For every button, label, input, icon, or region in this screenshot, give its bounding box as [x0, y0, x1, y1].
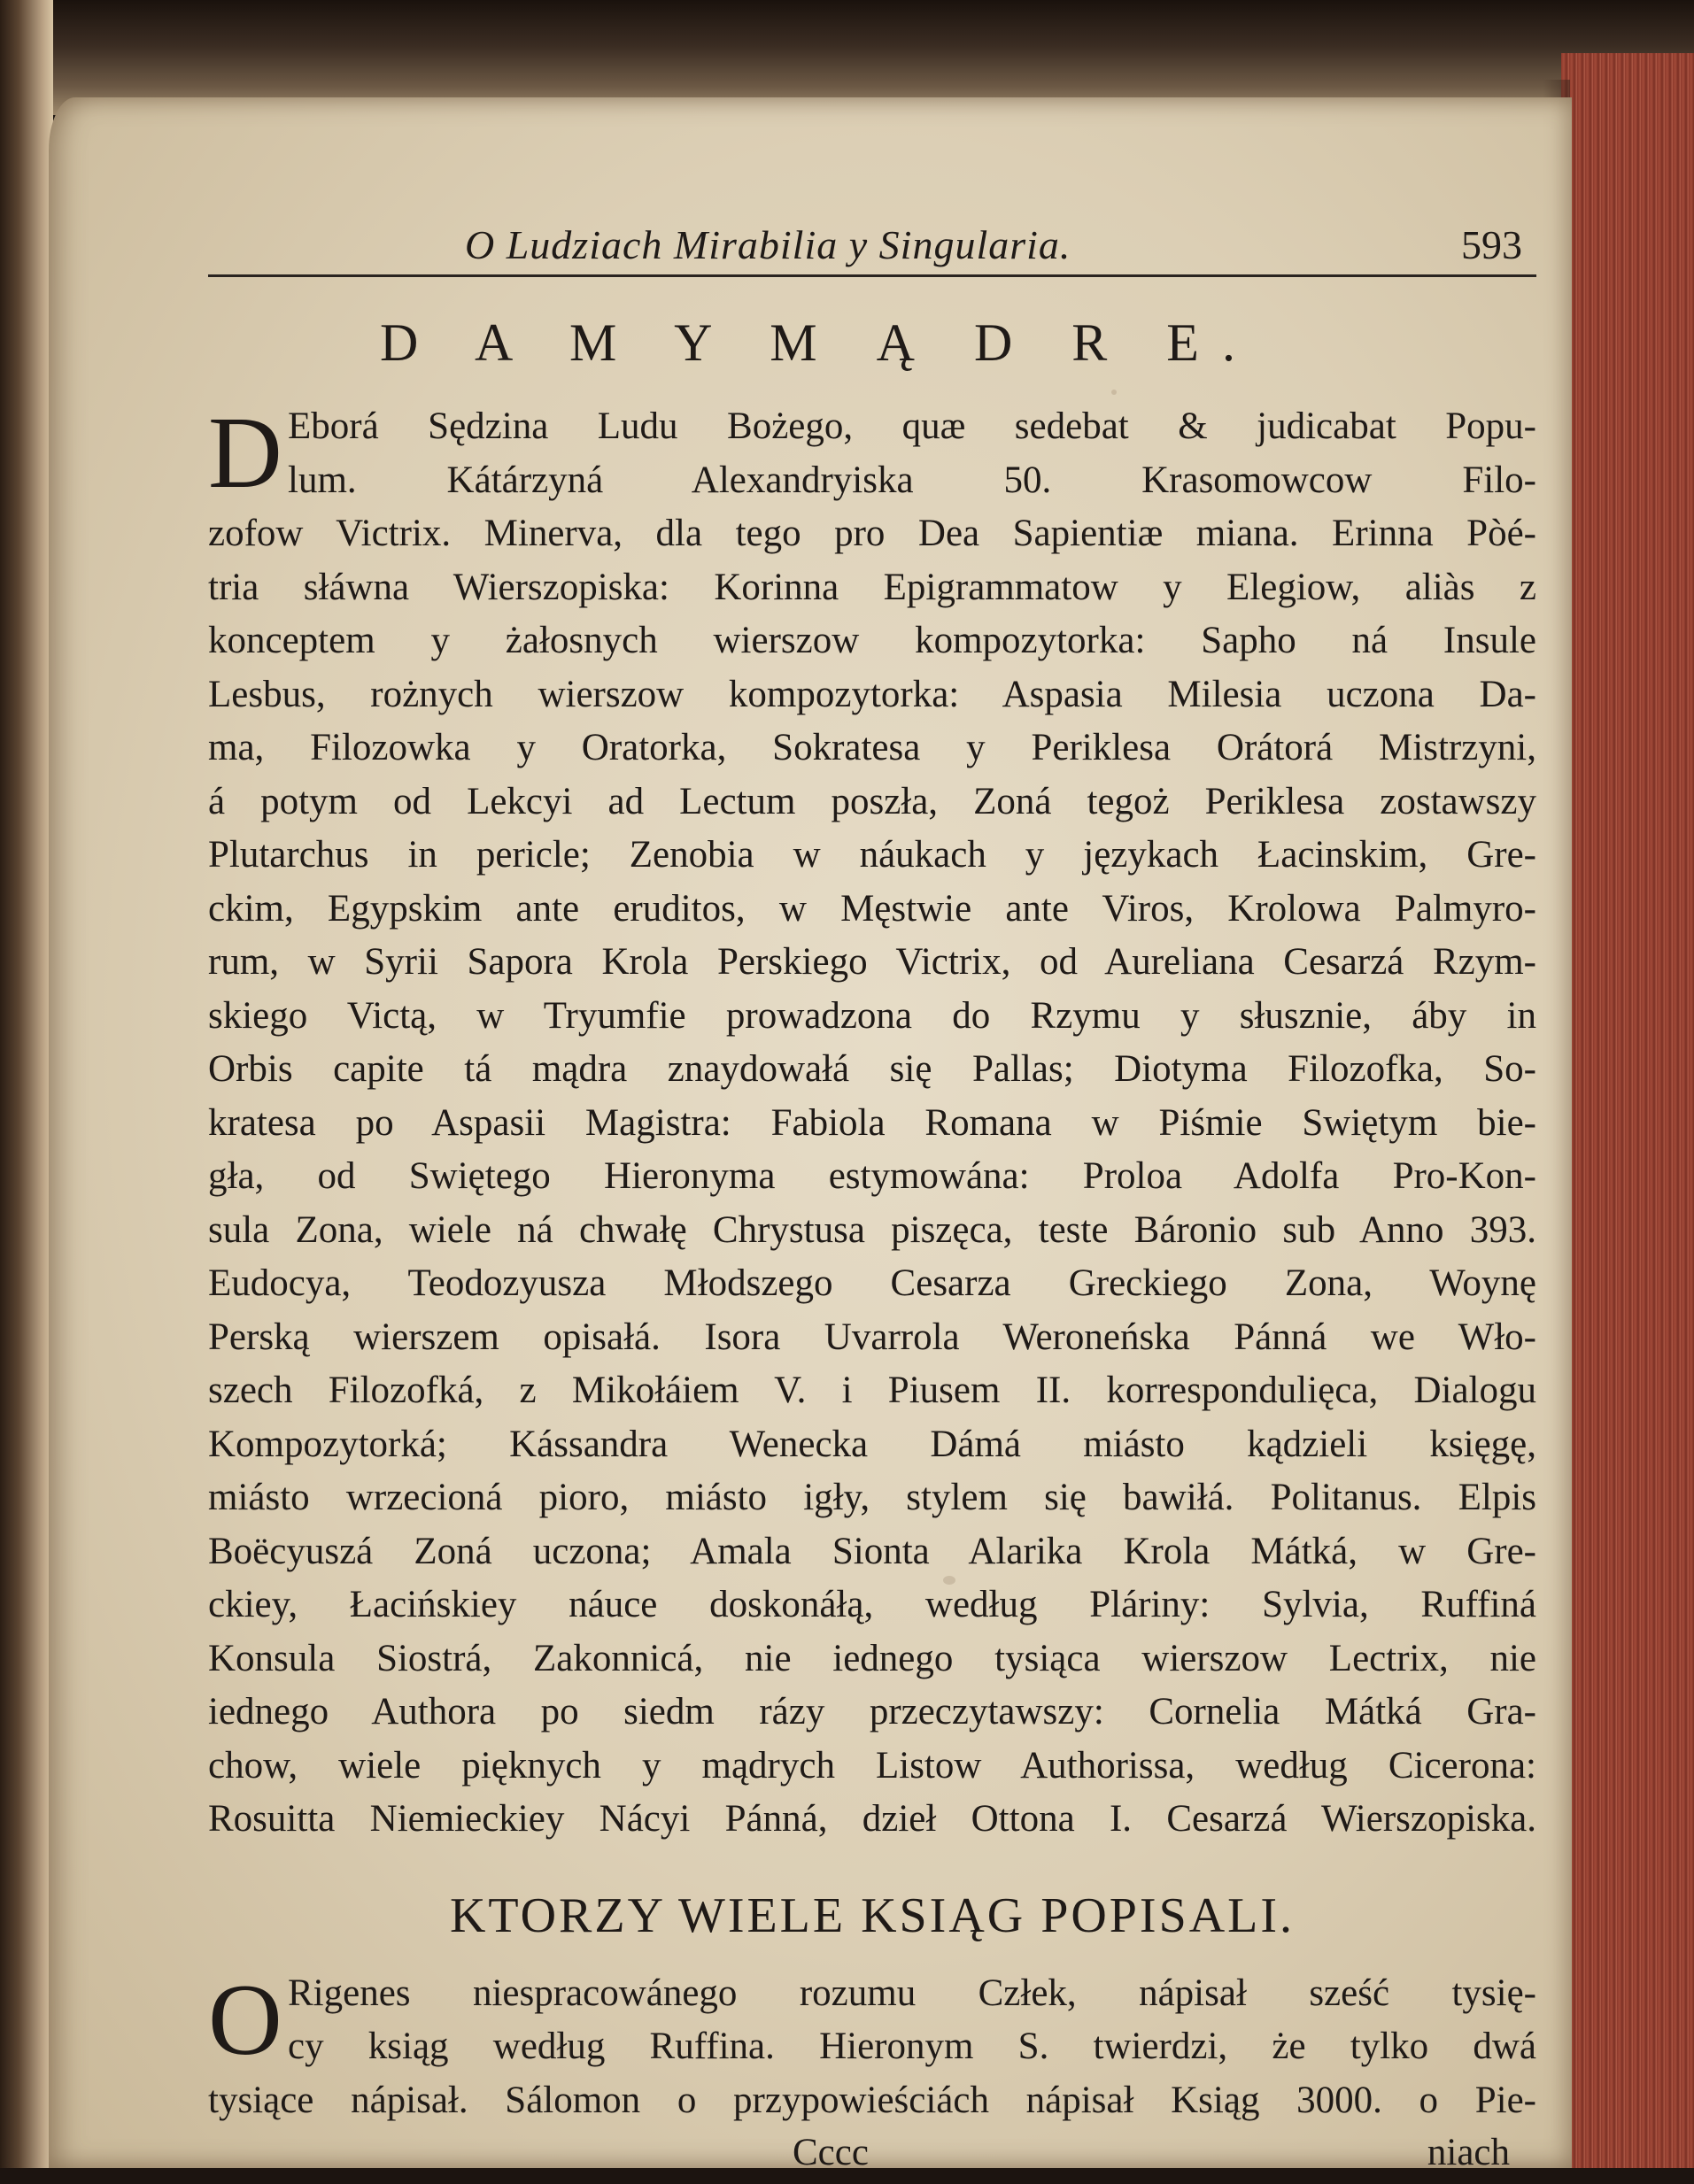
- text-line: rum, w Syrii Sapora Krola Perskiego Victrix, od Aureliana Cesarzá Rzym-: [208, 941, 1536, 983]
- signature-mark: Cccc: [793, 2132, 869, 2173]
- page-number: 593: [1461, 222, 1522, 267]
- section-heading-ktorzy-wiele-ksiag: KTORZY WIELE KSIĄG POPISALI.: [449, 1887, 1296, 1943]
- text-line: Kompozytorká; Kássandra Wenecka Dámá miásto kądzieli księgę,: [208, 1423, 1536, 1465]
- text-line: Rigenes niespracowánego rozumu Człek, nápisał sześć tysię-: [288, 1972, 1536, 2014]
- section-body-damy-madre: [208, 397, 1536, 1847]
- catchword: niach: [1427, 2132, 1510, 2173]
- running-title: O Ludziach Mirabilia y Singularia.: [465, 222, 1071, 267]
- text-line: Boëcyuszá Zoná uczona; Amala Sionta Alarika Krola Mátká, w Gre-: [208, 1530, 1536, 1572]
- book-page: [49, 97, 1572, 2173]
- text-line: zofow Victrix. Minerva, dla tego pro Dea Sapientiæ miana. Erinna Pòé-: [208, 513, 1536, 554]
- text-line: ckim, Egypskim ante eruditos, w Męstwie ante Viros, Krolowa Palmyro-: [208, 887, 1536, 930]
- paragraph: [208, 397, 1536, 1847]
- running-head: [208, 212, 1536, 277]
- text-line: konceptem y żałosnych wierszow kompozytorka: Sapho ná Insule: [208, 620, 1536, 661]
- text-line: szech Filozofká, z Mikołáiem V. i Piusem II. korrespondulięca, Dialogu: [208, 1370, 1536, 1411]
- text-line: chow, wiele pięknych y mądrych Listow Authorissa, według Cicerona:: [208, 1744, 1536, 1787]
- drop-cap: D: [208, 397, 282, 510]
- drop-cap: O: [208, 1963, 282, 2077]
- text-line: iednego Authora po siedm rázy przeczytawszy: Cornelia Mátká Gra-: [208, 1691, 1536, 1733]
- book-page-edges: [1561, 53, 1694, 2168]
- text-line: ma, Filozowka y Oratorka, Sokratesa y Periklesa Orátorá Mistrzyni,: [208, 727, 1536, 768]
- text-line: kratesa po Aspasii Magistra: Fabiola Romana w Piśmie Swiętym bie-: [208, 1101, 1536, 1144]
- catchline: [208, 2131, 1536, 2184]
- text-line: ckiey, Łacińskiey náuce doskonáłą, według Pláriny: Sylvia, Ruffiná: [208, 1584, 1536, 1625]
- text-block: [208, 212, 1536, 2184]
- text-line: skiego Victą, w Tryumfie prowadzona do Rzymu y słusznie, áby in: [208, 994, 1536, 1037]
- text-line: miásto wrzecioná pioro, miásto igły, stylem się bawiłá. Politanus. Elpis: [208, 1477, 1536, 1518]
- paragraph: [208, 1963, 1536, 2128]
- text-line: Konsula Siostrá, Zakonnicá, nie iednego tysiąca wierszow Lectrix, nie: [208, 1637, 1536, 1679]
- text-line: Eborá Sędzina Ludu Bożego, quæ sedebat & judicabat Popu-: [288, 405, 1536, 447]
- text-line: Lesbus, rożnych wierszow kompozytorka: Aspasia Milesia uczona Da-: [208, 673, 1536, 715]
- text-line: tysiące nápisał. Sálomon o przypowieściách nápisał Ksiąg 3000. o Pie-: [208, 2079, 1536, 2121]
- text-line: tria słáwna Wierszopiska: Korinna Epigrammatow y Elegiow, aliàs z: [208, 566, 1536, 608]
- text-line: Rosuitta Niemieckiey Nácyi Pánná, dzieł Ottona I. Cesarzá Wierszopiska.: [208, 1798, 1536, 1840]
- text-line: gła, od Swiętego Hieronyma estymowána: Proloa Adolfa Pro-Kon-: [208, 1155, 1536, 1197]
- text-line: Perską wierszem opisałá. Isora Uvarrola Weroneńska Pánná we Wło-: [208, 1316, 1536, 1358]
- text-line: Orbis capite tá mądra znaydowałá się Pallas; Diotyma Filozofka, So-: [208, 1048, 1536, 1090]
- text-line: Plutarchus in pericle; Zenobia w náukach y językach Łacinskim, Gre-: [208, 834, 1536, 876]
- text-line: á potym od Lekcyi ad Lectum poszła, Zoná tegoż Periklesa zostawszy: [208, 780, 1536, 822]
- text-line: Eudocya, Teodozyusza Młodszego Cesarza Greckiego Zona, Woynę: [208, 1262, 1536, 1304]
- section-heading-damy-madre: D A M Y M Ą D R E.: [380, 313, 1258, 372]
- section-body-ktorzy-wiele-ksiag: [208, 1963, 1536, 2128]
- text-line: cy ksiąg według Ruffina. Hieronym S. twierdzi, że tylko dwá: [288, 2026, 1536, 2067]
- text-line: sula Zona, wiele ná chwałę Chrystusa piszęca, teste Báronio sub Anno 393.: [208, 1208, 1536, 1251]
- book-spine-gutter: [0, 0, 53, 2168]
- text-line: lum. Kátárzyná Alexandryiska 50. Krasomowcow Filo-: [288, 459, 1536, 501]
